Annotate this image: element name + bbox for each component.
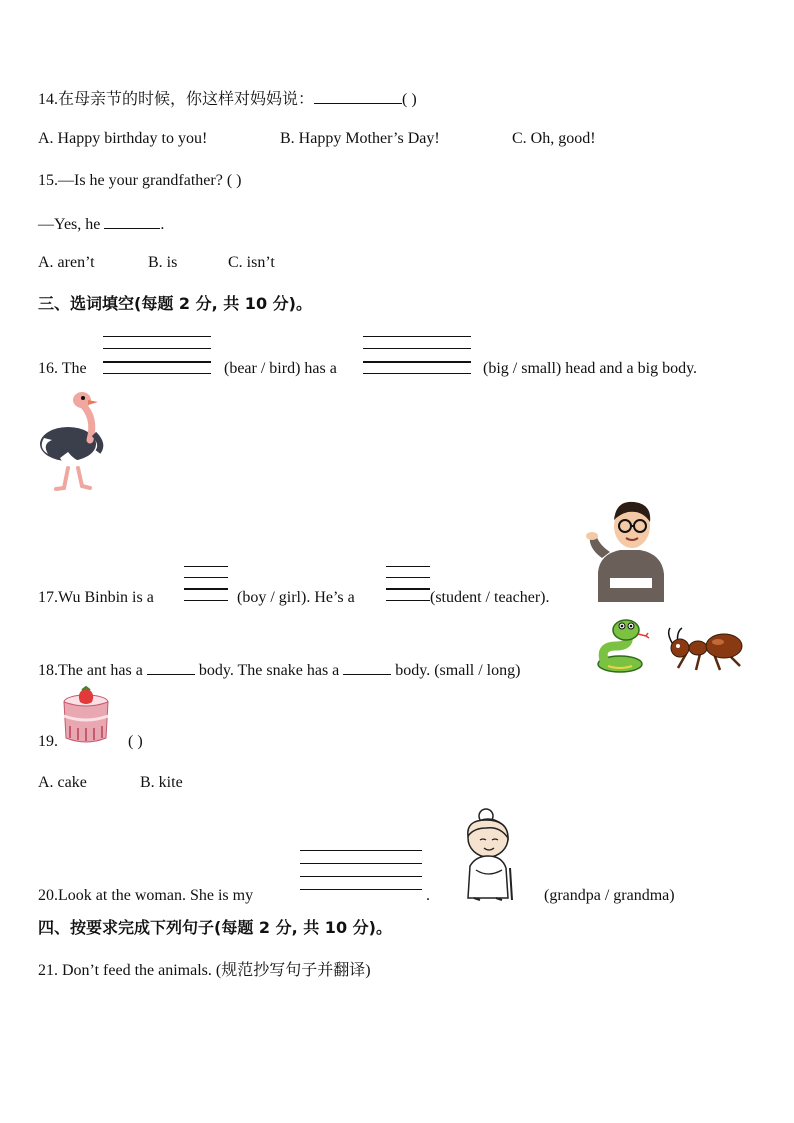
q15-answer-prefix: —Yes, he — [38, 216, 101, 233]
snake-illustration — [594, 616, 650, 674]
teacher-boy-illustration — [584, 498, 672, 604]
q14-option-c[interactable]: C. Oh, good! — [512, 130, 596, 147]
q20-writing-lines[interactable] — [300, 850, 422, 894]
q15-option-c[interactable]: C. isn’t — [228, 254, 275, 271]
q17-choice-1: (boy / girl). He’s a — [237, 589, 355, 606]
q15-answer-line — [38, 212, 164, 235]
q18-blank-1[interactable] — [147, 658, 195, 675]
q18-blank-2[interactable] — [343, 658, 391, 675]
q14-text: 14.在母亲节的时候，你这样对妈妈说： — [38, 91, 315, 108]
q18-mid: body. The snake has a — [198, 662, 340, 679]
q16-writing-lines-1[interactable] — [103, 336, 211, 376]
q16-start: 16. The — [38, 360, 87, 377]
q14-option-b[interactable]: B. Happy Mother’s Day! — [280, 130, 440, 147]
q21-line — [38, 961, 371, 981]
q15-question: 15.—Is he your grandfather? ( ) — [38, 172, 242, 189]
q17-writing-lines-1[interactable] — [184, 566, 228, 606]
q18-line — [38, 658, 520, 681]
q14-option-a[interactable]: A. Happy birthday to you! — [38, 130, 208, 147]
grandma-illustration — [456, 808, 524, 902]
q15-answer-blank[interactable] — [104, 212, 160, 229]
q16-choice-2: (big / small) head and a big body. — [483, 360, 698, 377]
q20-choice: (grandpa / grandma) — [544, 887, 675, 904]
q14-line — [38, 87, 417, 110]
q18-end: body. (small / long) — [395, 662, 521, 679]
q19-option-b[interactable]: B. kite — [140, 774, 183, 791]
ostrich-illustration — [38, 388, 110, 492]
q17-choice-2: (student / teacher). — [430, 589, 550, 606]
ant-illustration — [656, 624, 748, 672]
q20-start: 20.Look at the woman. She is my — [38, 887, 254, 904]
q21-number: 21 — [38, 962, 54, 979]
q15-option-b[interactable]: B. is — [148, 254, 178, 271]
q16-writing-lines-2[interactable] — [363, 336, 471, 376]
q21-text: . Don’t feed the animals. (规范抄写句子并翻译) — [54, 962, 371, 979]
q18-start: 18.The ant has a — [38, 662, 143, 679]
q17-writing-lines-2[interactable] — [386, 566, 430, 606]
q16-choice-1: (bear / bird) has a — [224, 360, 337, 377]
q17-start: 17.Wu Binbin is a — [38, 589, 154, 606]
q19-paren: ( ) — [128, 733, 143, 750]
q14-paren: ( ) — [402, 91, 417, 108]
q15-option-a[interactable]: A. aren’t — [38, 254, 95, 271]
section-3-title: 三、选词填空(每题 2 分, 共 10 分)。 — [38, 294, 312, 313]
section-4-title: 四、按要求完成下列句子(每题 2 分, 共 10 分)。 — [38, 918, 392, 937]
q15-answer-suffix: . — [160, 216, 165, 233]
q19-number: 19. — [38, 733, 58, 750]
cake-illustration — [62, 686, 110, 748]
q20-dot: . — [426, 887, 430, 904]
q14-answer-blank[interactable] — [314, 87, 402, 104]
q19-option-a[interactable]: A. cake — [38, 774, 87, 791]
